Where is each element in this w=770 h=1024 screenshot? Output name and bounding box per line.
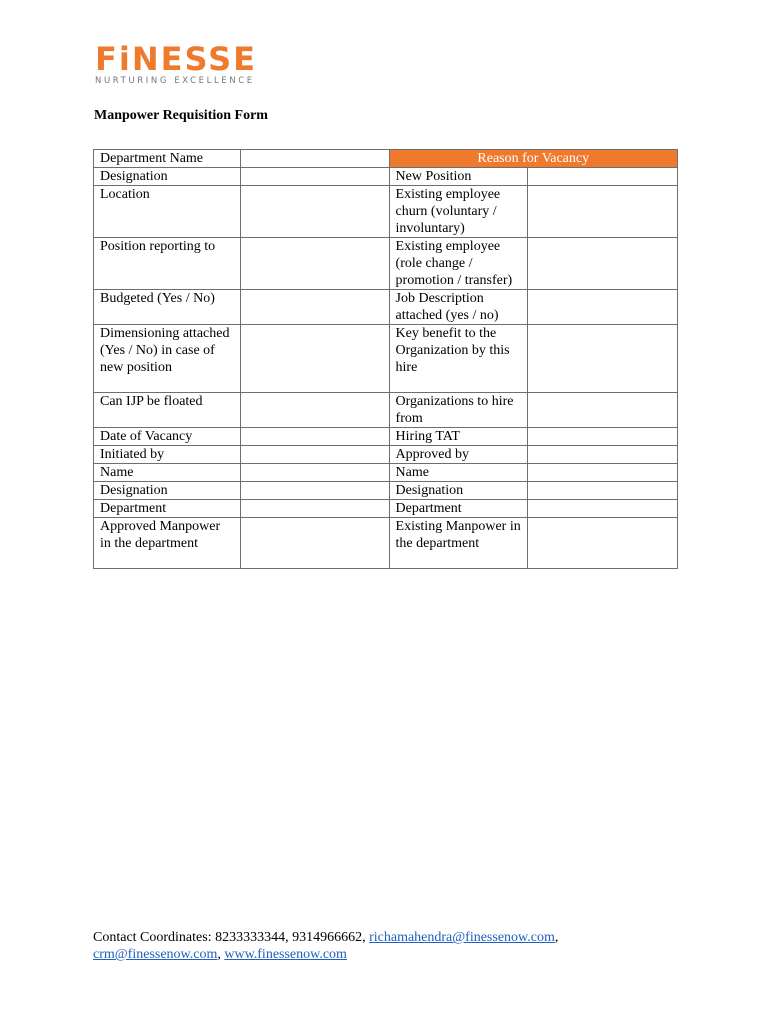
label-existing-role-change: Existing employee (role change / promotion / transfer) [389, 238, 528, 290]
field-department-name[interactable] [240, 150, 389, 168]
reason-for-vacancy-header: Reason for Vacancy [389, 150, 677, 168]
field-existing-role-change[interactable] [528, 238, 678, 290]
label-department-name: Department Name [94, 150, 241, 168]
field-date-of-vacancy[interactable] [240, 428, 389, 446]
field-designation[interactable] [240, 168, 389, 186]
field-hiring-tat[interactable] [528, 428, 678, 446]
field-initiator-designation[interactable] [240, 482, 389, 500]
website-link[interactable]: www.finessenow.com [224, 947, 347, 962]
field-approver-name[interactable] [528, 464, 678, 482]
label-designation: Designation [94, 168, 241, 186]
separator: , [217, 947, 225, 962]
field-approved-by[interactable] [528, 446, 678, 464]
requisition-table [93, 149, 678, 569]
label-approved-manpower: Approved Manpower in the department [94, 518, 241, 569]
form-title: Manpower Requisition Form [94, 108, 268, 123]
field-job-description[interactable] [528, 290, 678, 325]
label-new-position: New Position [389, 168, 528, 186]
field-position-reporting-to[interactable] [240, 238, 389, 290]
label-orgs-to-hire: Organizations to hire from [389, 393, 528, 428]
label-initiator-designation: Designation [94, 482, 241, 500]
label-date-of-vacancy: Date of Vacancy [94, 428, 241, 446]
label-approved-by: Approved by [389, 446, 528, 464]
field-initiator-name[interactable] [240, 464, 389, 482]
label-job-description: Job Description attached (yes / no) [389, 290, 528, 325]
logo-wordmark: FiNESSE [95, 40, 257, 78]
label-existing-manpower: Existing Manpower in the department [389, 518, 528, 569]
label-key-benefit: Key benefit to the Organization by this hire [389, 325, 528, 393]
field-initiator-department[interactable] [240, 500, 389, 518]
label-initiator-department: Department [94, 500, 241, 518]
label-budgeted: Budgeted (Yes / No) [94, 290, 241, 325]
field-existing-manpower[interactable] [528, 518, 678, 569]
email-link-richa[interactable]: richamahendra@finessenow.com [369, 930, 555, 945]
label-initiated-by: Initiated by [94, 446, 241, 464]
field-key-benefit[interactable] [528, 325, 678, 393]
label-position-reporting-to: Position reporting to [94, 238, 241, 290]
email-link-crm[interactable]: crm@finessenow.com [93, 947, 218, 962]
field-approver-designation[interactable] [528, 482, 678, 500]
label-existing-churn: Existing employee churn (voluntary / involuntary) [389, 186, 528, 238]
contact-prefix: Contact Coordinates: 8233333344, 9314966662, [93, 930, 370, 945]
label-approver-name: Name [389, 464, 528, 482]
field-dimensioning[interactable] [240, 325, 389, 393]
field-approver-department[interactable] [528, 500, 678, 518]
label-approver-designation: Designation [389, 482, 528, 500]
label-approver-department: Department [389, 500, 528, 518]
label-location: Location [94, 186, 241, 238]
label-dimensioning: Dimensioning attached (Yes / No) in case of new position [94, 325, 241, 393]
separator: , [554, 930, 559, 945]
label-hiring-tat: Hiring TAT [389, 428, 528, 446]
contact-footer [93, 929, 558, 963]
field-initiated-by[interactable] [240, 446, 389, 464]
field-location[interactable] [240, 186, 389, 238]
label-can-ijp: Can IJP be floated [94, 393, 241, 428]
label-initiator-name: Name [94, 464, 241, 482]
field-budgeted[interactable] [240, 290, 389, 325]
logo-tagline: NURTURING EXCELLENCE [95, 76, 255, 86]
field-existing-churn[interactable] [528, 186, 678, 238]
field-can-ijp[interactable] [240, 393, 389, 428]
field-orgs-to-hire[interactable] [528, 393, 678, 428]
field-new-position[interactable] [528, 168, 678, 186]
finesse-logo [95, 42, 255, 92]
field-approved-manpower[interactable] [240, 518, 389, 569]
